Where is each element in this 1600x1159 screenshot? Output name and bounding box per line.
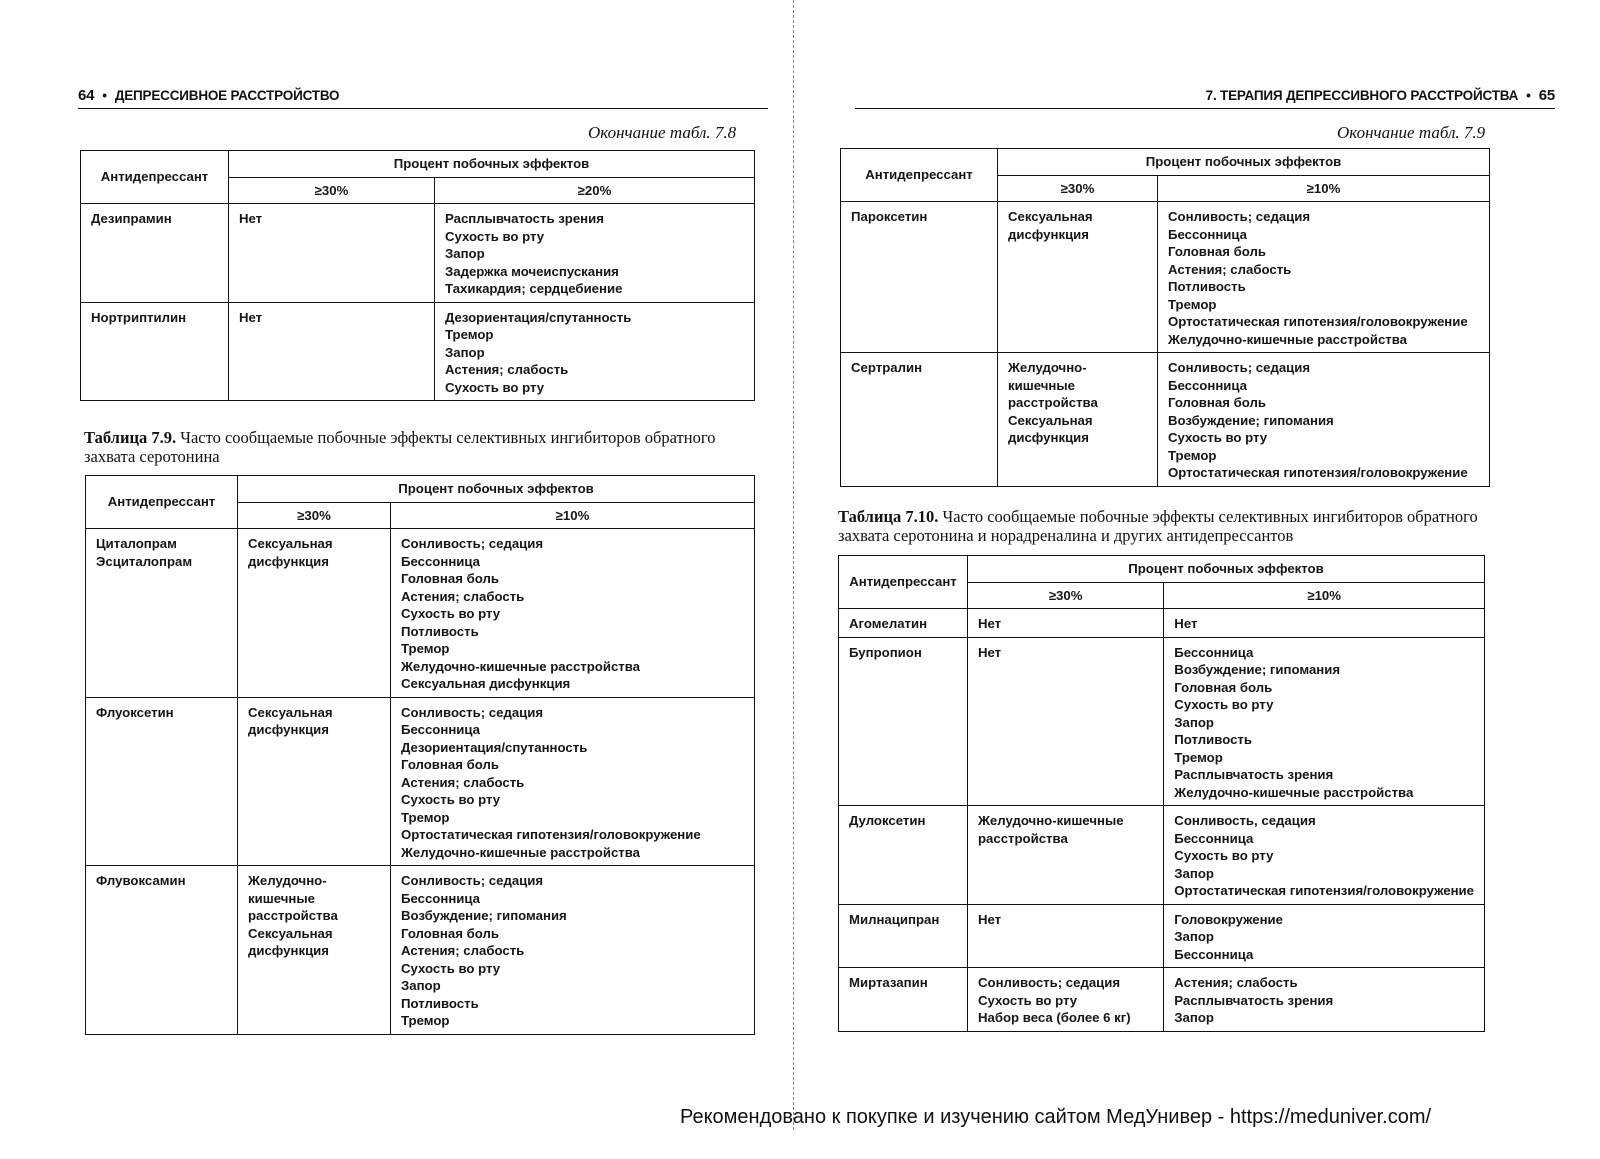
cell-line: Сексуальная (1008, 412, 1093, 428)
cell-line: Флувоксамин (96, 873, 186, 888)
cell-line: Сонливость; седация (977, 975, 1121, 990)
drug-name-cell (86, 866, 238, 1035)
effects-10-cell (1158, 353, 1490, 487)
effects-30-cell (998, 202, 1158, 353)
cell-line: Сухость во рту (401, 606, 501, 621)
table-header-percent: Процент побочных эффектов (238, 476, 755, 503)
cell-line: Запор (445, 344, 485, 360)
cell-line: дисфункция (248, 553, 329, 569)
cell-line: кишечные (1008, 377, 1075, 393)
cell-line: Сексуальная (1008, 209, 1093, 224)
cell-line: Нет (239, 309, 263, 325)
effects-10-cell (1164, 968, 1485, 1032)
cell-line: Миртазапин (849, 975, 928, 990)
cell-line: Потливость (401, 623, 479, 639)
cell-line: Сухость во рту (1174, 848, 1274, 863)
table-7-10 (838, 555, 1485, 1032)
cell-line: Сухость во рту (1174, 697, 1274, 712)
cell-line: Пароксетин (851, 209, 928, 224)
table-header-percent: Процент побочных эффектов (967, 556, 1484, 583)
cell-line: Флуоксетин (96, 704, 174, 720)
cell-line: Желудочно-кишечные (977, 813, 1124, 828)
table-header-col1: ≥30% (967, 582, 1163, 609)
table-header-col2: ≥10% (1158, 175, 1490, 202)
cell-line: Сонливость, седация (1174, 813, 1316, 828)
cell-line: Возбуждение; гипомания (1174, 662, 1341, 677)
cell-line: Запор (445, 246, 485, 261)
cell-line: кишечные (248, 890, 315, 906)
cell-line: Желудочно-кишечные расстройства (1168, 331, 1408, 347)
cell-line: Нет (977, 616, 1002, 631)
cell-line: Сухость во рту (977, 992, 1078, 1008)
cell-line: Сонливость; седация (1168, 209, 1311, 224)
table-row (841, 353, 1490, 487)
table-header-drug: Антидепрессант (839, 556, 968, 609)
cell-line: Потливость (401, 995, 479, 1011)
cell-line: Желудочно-кишечные расстройства (1174, 784, 1414, 800)
cell-line: Расплывчатость зрения (445, 211, 604, 226)
left-page-number: 64 (78, 87, 95, 104)
drug-name-cell (86, 697, 238, 866)
cell-line: Сухость во рту (445, 228, 545, 244)
cell-line: Потливость (1174, 732, 1252, 747)
cell-line: Циталопрам (96, 536, 177, 551)
right-page-number: 65 (1538, 87, 1555, 104)
cell-line: Тремор (1168, 447, 1217, 463)
drug-name-cell (841, 202, 998, 353)
right-page (800, 0, 1600, 1159)
caption-text: Часто сообщаемые побочные эффекты селективных ингибиторов обратного захвата серотонина (84, 428, 716, 466)
table-row (81, 204, 755, 303)
table-header-percent: Процент побочных эффектов (229, 151, 755, 178)
cell-line: Запор (401, 978, 441, 993)
table-row (86, 866, 755, 1035)
cell-line: Возбуждение; гипомания (401, 908, 567, 923)
cell-line: Расплывчатость зрения (1174, 992, 1334, 1008)
effects-30-cell (967, 904, 1163, 968)
cell-line: дисфункция (248, 943, 329, 958)
cell-line: дисфункция (1008, 226, 1089, 242)
drug-name-cell (841, 353, 998, 487)
table-row (839, 968, 1485, 1032)
table-7-9-continuation-label: Окончание табл. 7.9 (1337, 123, 1486, 142)
cell-line: Сексуальная (248, 536, 333, 551)
bullet: • (1526, 88, 1531, 103)
cell-line: Возбуждение; гипомания (1168, 412, 1334, 428)
table-header-col1: ≥30% (229, 177, 435, 204)
table-row (86, 529, 755, 698)
cell-line: Головная боль (1168, 395, 1266, 410)
cell-line: расстройства (248, 908, 338, 923)
cell-line: Бессонница (1168, 377, 1248, 393)
table-row (841, 202, 1490, 353)
cell-line: Тремор (1168, 296, 1217, 312)
cell-line: Сонливость; седация (1168, 360, 1311, 375)
cell-line: Бессонница (1174, 644, 1254, 660)
caption-text: Часто сообщаемые побочные эффекты селективных ингибиторов обратного захвата серотонина и норадреналина и других антидепрессантов (838, 507, 1478, 545)
table-header-col2: ≥20% (435, 177, 755, 204)
table-7-8 (80, 150, 755, 401)
table-row (81, 302, 755, 401)
table-7-9 (85, 475, 755, 1035)
cell-line: Нет (1174, 616, 1198, 631)
cell-line: Агомелатин (849, 616, 928, 631)
right-running-head (855, 87, 1555, 109)
effects-30-cell (998, 353, 1158, 487)
table-header-col1: ≥30% (998, 175, 1158, 202)
cell-line: Бупропион (849, 644, 922, 660)
drug-name-cell (839, 637, 968, 806)
cell-line: Запор (1174, 1010, 1214, 1025)
cell-line: Сонливость; седация (401, 873, 544, 888)
table-header-col2: ≥10% (391, 502, 755, 529)
drug-name-cell (81, 204, 229, 303)
table-7-9-continued (840, 148, 1490, 487)
cell-line: Сексуальная (248, 925, 333, 941)
table-7-9-caption (84, 428, 754, 466)
cell-line: Расплывчатость зрения (1174, 767, 1334, 782)
cell-line: дисфункция (1008, 430, 1089, 445)
cell-line: Эсциталопрам (96, 553, 193, 569)
table-header-percent: Процент побочных эффектов (998, 149, 1490, 176)
table-header-drug: Антидепрессант (841, 149, 998, 202)
cell-line: Сертралин (851, 360, 923, 375)
effects-30-cell (238, 529, 391, 698)
table-7-10-caption (838, 507, 1498, 545)
table-row (86, 697, 755, 866)
left-section-title: ДЕПРЕССИВНОЕ РАССТРОЙСТВО (114, 88, 340, 103)
cell-line: Астения; слабость (401, 588, 525, 604)
effects-30-cell (967, 806, 1163, 905)
effects-10-cell (391, 866, 755, 1035)
cell-line: Тремор (445, 327, 494, 342)
effects-10-cell (1158, 202, 1490, 353)
cell-line: Тахикардия; сердцебиение (445, 281, 623, 296)
drug-name-cell (839, 968, 968, 1032)
cell-line: Запор (1174, 714, 1214, 730)
cell-line: Головная боль (401, 757, 499, 772)
footer-watermark-text: Рекомендовано к покупке и изучению сайтом МедУнивер - https://meduniver.com/ (680, 1106, 1432, 1128)
left-running-head (78, 87, 768, 109)
cell-line: Тремор (401, 641, 450, 656)
drug-name-cell (81, 302, 229, 401)
cell-line: Нортриптилин (91, 309, 187, 325)
cell-line: Милнаципран (849, 911, 940, 927)
effects-10-cell (1164, 806, 1485, 905)
bullet: • (102, 88, 107, 103)
effects-10-cell (391, 529, 755, 698)
effects-10-cell (1164, 609, 1485, 638)
effects-10-cell (1164, 637, 1485, 806)
table-header-col2: ≥10% (1164, 582, 1485, 609)
effects-10-cell (391, 697, 755, 866)
cell-line: дисфункция (248, 722, 329, 737)
cell-line: Желудочно-кишечные расстройства (401, 844, 641, 860)
cell-line: Астения; слабость (1168, 261, 1292, 277)
cell-line: Нет (977, 644, 1002, 660)
cell-line: Головная боль (1168, 244, 1266, 259)
cell-line: Задержка мочеиспускания (445, 263, 619, 279)
caption-number: Таблица 7.10. (838, 507, 939, 526)
cell-line: Бессонница (1174, 946, 1254, 962)
cell-line: Сексуальная дисфункция (401, 676, 571, 691)
cell-line: Головокружение (1174, 911, 1283, 927)
cell-line: Сонливость; седация (401, 704, 544, 720)
right-section-title: 7. ТЕРАПИЯ ДЕПРЕССИВНОГО РАССТРОЙСТВА (1205, 88, 1519, 103)
cell-line: Желудочно-кишечные расстройства (401, 658, 641, 674)
drug-name-cell (839, 806, 968, 905)
cell-line: Бессонница (401, 890, 481, 906)
drug-name-cell (86, 529, 238, 698)
cell-line: Астения; слабость (401, 943, 525, 958)
cell-line: Бессонница (401, 722, 481, 737)
cell-line: Тремор (401, 1013, 450, 1028)
left-page (0, 0, 790, 1159)
cell-line: Набор веса (более 6 кг) (977, 1010, 1131, 1025)
effects-30-cell (238, 697, 391, 866)
effects-10-cell (435, 204, 755, 303)
table-header-drug: Антидепрессант (86, 476, 238, 529)
table-row (839, 637, 1485, 806)
cell-line: расстройства (1008, 395, 1098, 410)
cell-line: Тремор (1174, 749, 1223, 765)
cell-line: Сексуальная (248, 704, 333, 720)
effects-30-cell (238, 866, 391, 1035)
cell-line: Головная боль (401, 571, 499, 586)
cell-line: Сухость во рту (401, 960, 501, 976)
cell-line: Астения; слабость (401, 774, 525, 790)
drug-name-cell (839, 609, 968, 638)
cell-line: Дезипрамин (91, 211, 172, 226)
cell-line: Желудочно- (1008, 360, 1087, 375)
cell-line: Тремор (401, 809, 450, 825)
cell-line: Нет (239, 211, 263, 226)
cell-line: Желудочно- (248, 873, 327, 888)
drug-name-cell (839, 904, 968, 968)
cell-line: Ортостатическая гипотензия/головокружение (401, 827, 701, 842)
cell-line: Бессонница (401, 553, 481, 569)
cell-line: Сонливость; седация (401, 536, 544, 551)
effects-30-cell (967, 968, 1163, 1032)
cell-line: Сухость во рту (1168, 430, 1268, 445)
table-7-8-continuation-label: Окончание табл. 7.8 (588, 123, 737, 142)
cell-line: Сухость во рту (401, 792, 501, 807)
effects-30-cell (967, 609, 1163, 638)
cell-line: Потливость (1168, 279, 1246, 294)
cell-line: Сухость во рту (445, 379, 545, 395)
cell-line: Ортостатическая гипотензия/головокружение (1168, 314, 1468, 329)
table-row (839, 904, 1485, 968)
cell-line: Ортостатическая гипотензия/головокружение (1174, 883, 1474, 898)
cell-line: Бессонница (1174, 830, 1254, 846)
cell-line: Дулоксетин (849, 813, 926, 828)
effects-10-cell (435, 302, 755, 401)
cell-line: Запор (1174, 865, 1214, 881)
cell-line: Запор (1174, 929, 1214, 944)
table-header-drug: Антидепрессант (81, 151, 229, 204)
cell-line: расстройства (977, 830, 1068, 846)
cell-line: Нет (977, 911, 1002, 927)
effects-30-cell (229, 204, 435, 303)
cell-line: Головная боль (1174, 679, 1273, 695)
cell-line: Бессонница (1168, 226, 1248, 242)
table-header-col1: ≥30% (238, 502, 391, 529)
effects-10-cell (1164, 904, 1485, 968)
effects-30-cell (229, 302, 435, 401)
cell-line: Дезориентация/спутанность (445, 309, 632, 325)
table-row (839, 609, 1485, 638)
effects-30-cell (967, 637, 1163, 806)
cell-line: Головная боль (401, 925, 499, 941)
table-row (839, 806, 1485, 905)
cell-line: Астения; слабость (445, 362, 569, 377)
caption-number: Таблица 7.9. (84, 428, 177, 447)
page-gutter (793, 0, 794, 1130)
cell-line: Астения; слабость (1174, 975, 1298, 990)
cell-line: Ортостатическая гипотензия/головокружение (1168, 465, 1468, 480)
cell-line: Дезориентация/спутанность (401, 739, 588, 755)
